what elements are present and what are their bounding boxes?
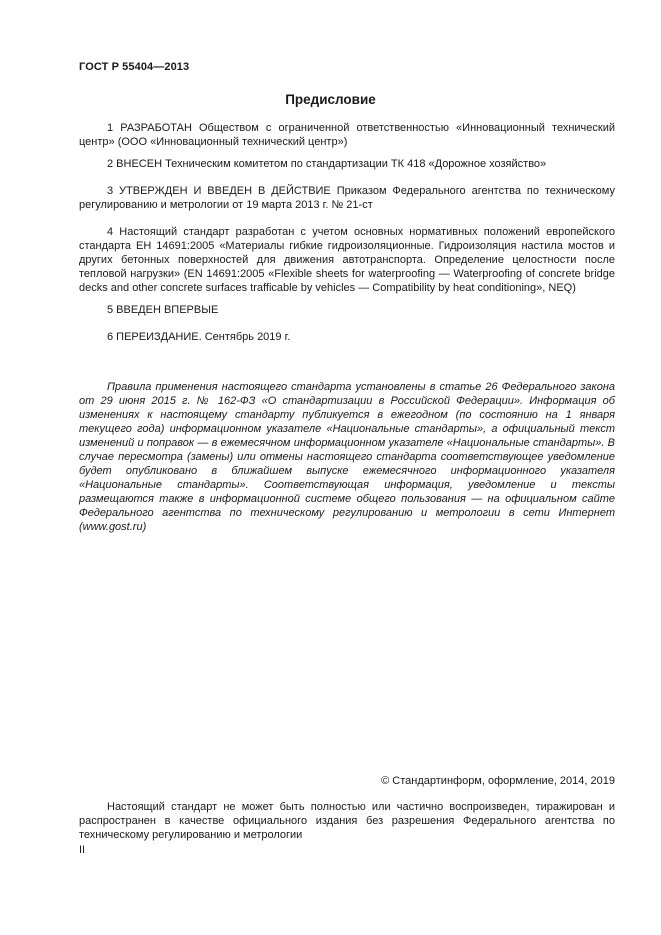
reproduction-notice: Настоящий стандарт не может быть полностью или частично воспроизведен, тиражирован и распространен в качестве официального издания без разрешения Федерального агентства по техническому регулированию и метрологии (79, 801, 615, 841)
foreword-item-2: 2 ВНЕСЕН Техническим комитетом по стандартизации ТК 418 «Дорожное хозяйство» (107, 158, 547, 170)
foreword-item-1: 1 РАЗРАБОТАН Обществом с ограниченной ответственностью «Инновационный технический центр» (ООО «Инновационный технический центр») (79, 122, 615, 148)
foreword-item-4: 4 Настоящий стандарт разработан с учетом основных нормативных положений европейского стандарта ЕН 14691:2005 «Материалы гибкие гидроизоляционные. Гидроизоляция настила мостов и других бетонных поверхностей для движения автотранспорта. Определение целостности после тепловой нагрузки» (EN 14691:2005 «Flexible sheets for waterproofing — Waterproofing of concrete bridge decks and other concrete surfaces trafficable by vehicles — Compatibility by heat conditioning», NEQ) (79, 226, 615, 294)
foreword-item-3: 3 УТВЕРЖДЕН И ВВЕДЕН В ДЕЙСТВИЕ Приказом Федерального агентства по техническому регулированию и метрологии от 19 марта 2013 г. № 21-ст (79, 185, 615, 211)
application-rules-notice: Правила применения настоящего стандарта установлены в статье 26 Федерального закона от 29 июня 2015 г. № 162-ФЗ «О стандартизации в Российской Федерации». Информация об изменениях к настоящему стандарту публикуется в ежегодном (по состоянию на 1 января текущего года) информационном указателе «Национальные стандарты», а официальный текст изменений и поправок — в ежемесячном информационном указателе «Национальные стандарты». В случае пересмотра (замены) или отмены настоящего стандарта соответствующее уведомление будет опубликовано в ближайшем выпуске ежемесячного информационного указателя «Национальные стандарты». Соответствующая информация, уведомление и тексты размещаются также в информационной системе общего пользования — на официальном сайте Федерального агентства по техническому регулированию и метрологии в сети Интернет (www.gost.ru) (79, 381, 615, 533)
foreword-item-5: 5 ВВЕДЕН ВПЕРВЫЕ (107, 304, 219, 316)
copyright-line: © Стандартинформ, оформление, 2014, 2019 (381, 775, 615, 787)
document-code: ГОСТ Р 55404—2013 (79, 61, 190, 73)
page-title: Предисловие (285, 92, 376, 107)
page-number: II (79, 844, 86, 856)
foreword-item-6: 6 ПЕРЕИЗДАНИЕ. Сентябрь 2019 г. (107, 331, 291, 343)
